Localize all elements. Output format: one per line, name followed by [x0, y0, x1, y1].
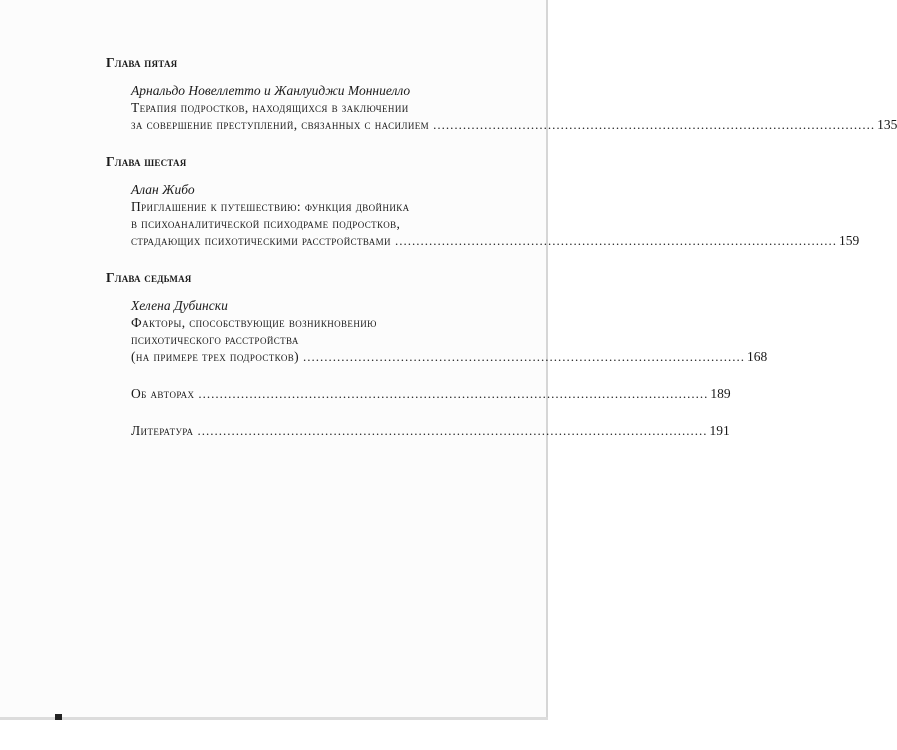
dot-leader: ........................................................................................................................ — [197, 423, 708, 438]
dot-leader: ........................................................................................................................ — [198, 386, 709, 401]
toc-entry-about-authors — [106, 385, 731, 402]
entry-title-text: Литература — [131, 423, 194, 438]
dot-leader: ........................................................................................................ — [433, 117, 876, 132]
chapter-five — [106, 54, 897, 133]
entry-title-last-line — [131, 348, 768, 365]
dot-leader: ........................................................................................................ — [394, 233, 837, 248]
chapter-seven — [106, 269, 768, 439]
chapter-six — [106, 153, 860, 249]
entry-title-last-line — [131, 116, 897, 133]
dot-leader: ........................................................................................................ — [303, 349, 746, 364]
scan-corner-mark — [55, 714, 62, 720]
entry-title-last-line — [131, 422, 730, 439]
entry-title-text: Об авторах — [131, 386, 195, 401]
toc-entry — [106, 297, 768, 365]
chapter-heading: Глава седьмая — [106, 270, 192, 285]
toc-entry — [106, 82, 897, 133]
entry-author: Алан Жибо — [131, 182, 195, 197]
toc-entry — [106, 181, 860, 249]
entry-title-line: в психоаналитической психодраме подростков, — [131, 216, 401, 231]
chapter-heading: Глава пятая — [106, 55, 178, 70]
entry-author: Хелена Дубински — [131, 298, 228, 313]
toc-entry-literature — [106, 422, 730, 439]
entry-title-last-line — [131, 232, 860, 249]
entry-title-line: Факторы, способствующие возникновению — [131, 315, 377, 330]
entry-title-line: психотического расстройства — [131, 332, 299, 347]
page-number: 191 — [709, 423, 730, 438]
page-edge-bottom — [0, 717, 548, 720]
page-number: 135 — [877, 117, 897, 132]
entry-title-text: страдающих психотическими расстройствами — [131, 233, 391, 248]
page-number: 168 — [747, 349, 768, 364]
table-of-contents — [106, 54, 897, 459]
entry-title-line: Приглашение к путешествию: функция двойника — [131, 199, 410, 214]
page-number: 159 — [838, 233, 860, 248]
entry-title-line: Терапия подростков, находящихся в заключении — [131, 100, 409, 115]
entry-title-text: за совершение преступлений, связанных с насилием — [131, 117, 430, 132]
entry-author: Арнальдо Новеллетто и Жанлуиджи Монниелло — [131, 83, 411, 98]
entry-title-last-line — [131, 385, 731, 402]
entry-title-text: (на примере трех подростков) — [131, 349, 300, 364]
chapter-heading: Глава шестая — [106, 154, 187, 169]
page-number: 189 — [710, 386, 731, 401]
